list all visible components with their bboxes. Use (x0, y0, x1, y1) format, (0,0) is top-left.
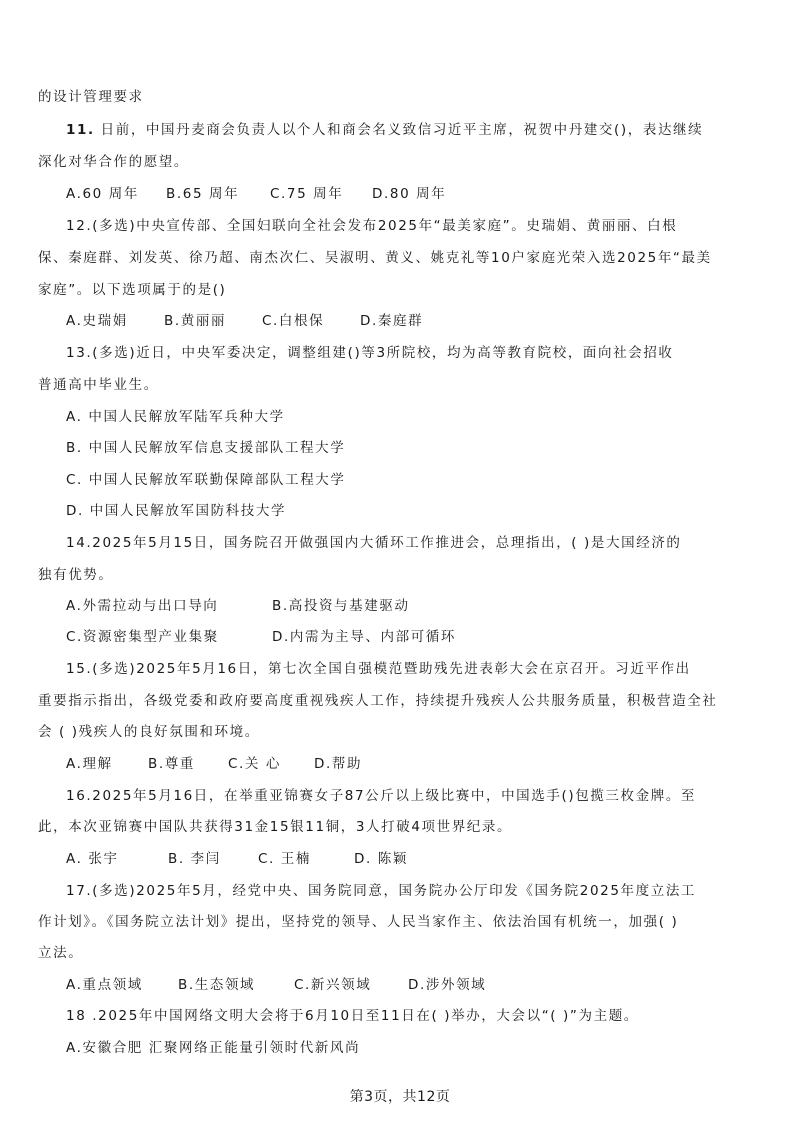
question-12-line-2: 保、秦庭群、刘发英、徐乃超、南杰次仁、吴淑明、黄义、姚克礼等10户家庭光荣入选2025年“最美 (38, 250, 712, 266)
option-b: B.生态领域 (178, 977, 256, 993)
option-d: D.80 周年 (372, 186, 447, 202)
question-11-line-2: 深化对华合作的愿望。 (38, 154, 189, 170)
question-15-line-3: 会 ( )残疾人的良好氛围和环境。 (38, 724, 260, 740)
option-c: C.新兴领域 (294, 977, 372, 993)
option-b: B.黄丽丽 (164, 313, 227, 329)
option-a: A.重点领域 (66, 977, 143, 993)
option-c: C.白根保 (262, 313, 325, 329)
question-17-line-3: 立法。 (38, 945, 84, 961)
option-d: D. 陈颖 (354, 851, 408, 867)
question-13-option-a: A. 中国人民解放军陆军兵种大学 (66, 409, 285, 425)
question-16-line-2: 此，本次亚锦赛中国队共获得31金15银11铜，3人打破4项世界纪录。 (38, 819, 513, 835)
option-b: B.65 周年 (166, 186, 240, 202)
option-d: D.秦庭群 (360, 313, 424, 329)
option-b: B.尊重 (148, 756, 195, 772)
question-17-line-1: 17.(多选)2025年5月，经党中央、国务院同意，国务院办公厅印发《国务院2025年度立法工 (66, 883, 697, 899)
question-17-number: 17. (66, 883, 93, 899)
question-18-line-1: 18 .2025年中国网络文明大会将于6月10日至11日在( )举办，大会以“( )”为主题。 (66, 1008, 639, 1024)
question-16-line-1: 16.2025年5月16日，在举重亚锦赛女子87公斤以上级比赛中，中国选手()包揽三枚金牌。至 (66, 788, 697, 804)
question-11-line-1: 11. 日前，中国丹麦商会负责人以个人和商会名义致信习近平主席，祝贺中丹建交()，表达继续 (66, 122, 704, 138)
question-12-line-3: 家庭”。以下选项属于的是() (38, 282, 227, 298)
question-15-number: 15. (66, 661, 93, 677)
question-15-line-1: 15.(多选)2025年5月16日，第七次全国自强模范暨助残先进表彰大会在京召开。习近平作出 (66, 661, 691, 677)
option-a: A.史瑞娟 (66, 313, 128, 329)
option-c: C.关 心 (228, 756, 282, 772)
option-a: A. 张宇 (66, 851, 119, 867)
option-d: D.帮助 (314, 756, 363, 772)
option-b: B.高投资与基建驱动 (272, 598, 410, 614)
question-13-number: 13. (66, 345, 93, 361)
question-15-line-2: 重要指示指出，各级党委和政府要高度重视残疾人工作，持续提升残疾人公共服务质量，积极营造全社 (38, 693, 718, 709)
question-14-number: 14. (66, 535, 93, 551)
option-d: D.涉外领域 (408, 977, 487, 993)
question-13-option-c: C. 中国人民解放军联勤保障部队工程大学 (66, 472, 346, 488)
option-d: D.内需为主导、内部可循环 (272, 629, 456, 645)
question-14-line-1: 14.2025年5月15日，国务院召开做强国内大循环工作推进会，总理指出，( )是大国经济的 (66, 535, 682, 551)
option-c: C.75 周年 (270, 186, 344, 202)
question-12-number: 12. (66, 218, 93, 234)
question-12-line-1: 12.(多选)中央宣传部、全国妇联向全社会发布2025年“最美家庭”。史瑞娟、黄丽丽、白根 (66, 218, 678, 234)
question-16-number: 16. (66, 788, 93, 804)
question-13-option-d: D. 中国人民解放军国防科技大学 (66, 503, 287, 519)
option-c: C.资源密集型产业集聚 (66, 629, 219, 645)
question-13-line-1: 13.(多选)近日，中央军委决定，调整组建()等3所院校，均为高等教育院校，面向社会招收 (66, 345, 674, 361)
option-a: A.理解 (66, 756, 113, 772)
question-13-option-b: B. 中国人民解放军信息支援部队工程大学 (66, 440, 346, 456)
option-b: B. 李闫 (168, 851, 221, 867)
question-13-line-2: 普通高中毕业生。 (38, 377, 159, 393)
question-11-number: 11. (66, 122, 95, 138)
intro-line: 的设计管理要求 (38, 89, 144, 105)
question-17-line-2: 作计划》。《国务院立法计划》提出，坚持党的领导、人民当家作主、依法治国有机统一，加强( ) (38, 914, 679, 930)
question-18-option-a: A.安徽合肥 汇聚网络正能量引领时代新风尚 (66, 1040, 361, 1056)
option-c: C. 王楠 (258, 851, 312, 867)
option-a: A.外需拉动与出口导向 (66, 598, 219, 614)
question-14-line-2: 独有优势。 (38, 567, 114, 583)
page-number: 第3页，共12页 (349, 1089, 451, 1105)
question-18-number: 18 . (66, 1008, 99, 1024)
option-a: A.60 周年 (66, 186, 139, 202)
